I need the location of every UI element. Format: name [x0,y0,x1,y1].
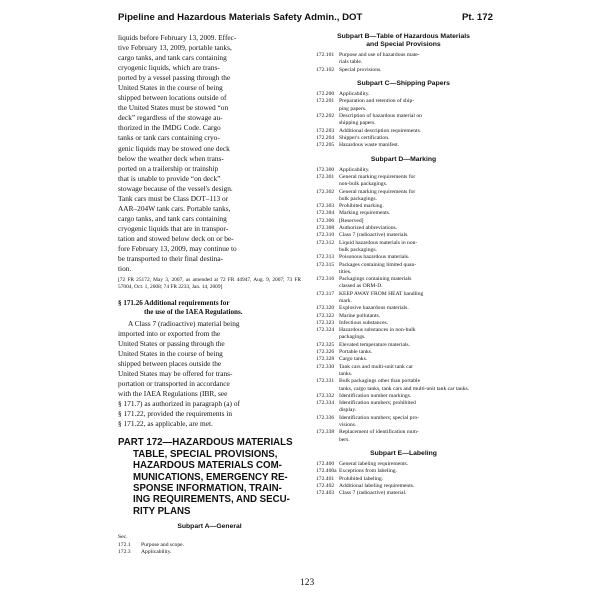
section-title-text: Description of hazardous material on [339,113,422,120]
section-title-continued: shipping papers. [339,120,376,127]
subpart-d-heading: Subpart D—Marking [370,155,437,163]
section-number: 172.300 [316,166,335,173]
toc-entry [316,203,491,210]
text-line: be transported to their final destina- [118,254,224,264]
toc-entry [118,549,301,556]
section-title [339,349,491,356]
toc-entry [316,342,491,349]
toc-entry [316,349,491,356]
section-title-text: Class 7 (radioactive) material. [339,490,407,497]
section-title [339,52,491,67]
section-title-text: Applicability. [339,91,370,98]
section-title-continued: classed as ORM-D. [339,283,383,290]
subpart-heading-line: and Special Provisions [366,41,441,49]
section-number: 172.203 [316,127,335,134]
text-line: that is unable to provide “on deck” [118,173,221,183]
part-title-line: SPONSE INFORMATION, TRAIN- [133,483,282,495]
text-line: below the weather deck when trans- [118,153,224,163]
subpart-b-list [316,52,491,74]
section-title [339,320,491,327]
section-number: 172.325 [316,341,335,348]
section-number: 172.328 [316,356,335,363]
toc-entry [316,254,491,261]
toc-entry [316,142,491,149]
section-number: 172.312 [316,239,335,246]
toc-entry [316,174,491,189]
section-title [339,415,491,430]
section-number: 172.204 [316,134,335,141]
toc-entry [316,128,491,135]
page-number: 123 [300,578,315,588]
toc-entry [316,356,491,363]
section-title [339,142,491,149]
section-title [339,189,491,204]
section-number: 172.334 [316,400,335,407]
section-title-continued: tities. [339,268,352,275]
section-title [339,203,491,210]
text-line: imported into or exported from the [118,328,221,338]
part-title-line: ING REQUIREMENTS, AND SECU- [133,494,290,506]
text-line: tanks or tank cars containing cryo- [118,133,220,143]
section-number: 172.101 [316,52,335,59]
section-heading [118,299,301,317]
text-line: the United States must be stowed “on [118,103,229,113]
text-line: thorized in the IMDG Code. Cargo [118,123,221,133]
section-title-text: Applicability. [339,166,370,173]
section-title-continued: mark. [339,297,352,304]
section-title-text: Additional labeling requirements. [339,482,415,489]
section-number: 172.332 [316,392,335,399]
left-column [118,33,301,556]
text-line: ported on a trailership or trainship [118,163,219,173]
text-line: United States in the course of being [118,83,223,93]
text-line: cargo tanks, and tank cars containing [118,213,227,223]
toc-entry [316,490,491,497]
section-title [339,400,491,415]
section-title-continued: packagings. [339,334,366,341]
section-title-continued: tanks. [339,370,353,377]
subpart-c-list [316,91,491,149]
text-line: United States or passing through the [118,339,225,349]
text-line: United States may be offered for trans- [118,369,233,379]
section-number: 172.323 [316,319,335,326]
subpart-heading-line: Subpart B—Table of Hazardous Materials [337,33,470,40]
section-title-continued: tanks, cargo tanks, tank cars and multi-unit tank car tanks. [339,385,470,392]
text-line: A Class 7 (radioactive) material being [128,318,240,328]
text-line: shipped between places outside the [118,359,222,369]
section-title-text: Prohibited labeling. [339,475,384,482]
section-title-text: Identification numbers; special pro- [339,414,419,421]
section-number: 172.326 [316,349,335,356]
section-title-continued: ping papers. [339,105,367,112]
toc-entry [316,468,491,475]
section-title [339,476,491,483]
text-line: cargo tanks, and tank cars containing [118,53,227,63]
section-title [339,327,491,342]
toc-entry [316,67,491,74]
section-title-continued: bers. [339,436,350,443]
toc-entry [316,476,491,483]
section-number: 172.102 [316,66,335,73]
section-title-text: Preparation and retention of ship- [339,98,415,105]
section-title [339,98,491,113]
toc-entry [316,218,491,225]
toc-entry [316,415,491,430]
part-title-line: HAZARDOUS MATERIALS COM- [133,460,282,472]
section-title-text: Additional description requirements. [339,127,422,134]
toc-entry [316,52,491,67]
toc-entry [316,429,491,444]
section-title-text: Shipper's certification. [339,134,390,141]
section-number: 172.338 [316,429,335,436]
section-number: 172.400a [316,468,337,475]
text-line: ported by a vessel passing through the [118,73,231,83]
section-number: 172.313 [316,254,335,261]
section-title [339,291,491,306]
section-title-text: Exceptions from labeling. [339,468,397,475]
section-title-continued: non-bulk packagings. [339,181,388,188]
text-line: § 171.22, provided the requirements in [118,409,233,419]
section-title [339,342,491,349]
sec-label: Sec. [118,534,128,541]
section-title-text: Packages containing limited quan- [339,261,417,268]
section-number: 172.324 [316,327,335,334]
toc-entry [316,262,491,277]
subpart-e-list [316,461,491,497]
text-line: United States in the course of being [118,349,223,359]
text-line: cryogenic liquids that are in transpor- [118,223,229,233]
section-number: 172.336 [316,414,335,421]
section-title [339,210,491,217]
toc-entry [316,189,491,204]
section-title-text: Cargo tanks. [339,356,368,363]
section-number: 172.301 [316,173,335,180]
section-title-text: General marking requirements for [339,173,416,180]
section-number: 172.316 [316,276,335,283]
section-title-text: Portable tanks. [339,349,373,356]
text-line: fore February 13, 2009, may continue to [118,243,237,253]
text-line: tive February 13, 2009, portable tanks, [118,43,232,53]
section-title: Purpose and scope. [141,541,185,548]
text-line: tion. [118,264,132,274]
text-line: stowage because of the vessel's design. [118,183,233,193]
toc-entry [316,167,491,174]
section-title [339,276,491,291]
section-number: 172.401 [316,475,335,482]
section-title-continued: bulk packagings. [339,246,377,253]
toc-entry [316,378,491,393]
section-title-text: Packagings containing materials [339,276,412,283]
section-title-text: Identification numbers; prohibited [339,400,416,407]
section-title-text: Infectious substances. [339,319,389,326]
section-number: 172.317 [316,290,335,297]
section-number: 172.320 [316,305,335,312]
running-header-title: Pipeline and Hazardous Materials Safety Admin., DOT [118,12,363,23]
section-title-continued: visions. [339,422,357,429]
part-title [118,437,301,517]
section-title [339,262,491,277]
section-number: 172.1 [118,541,131,548]
section-title [339,218,491,225]
section-number: 172.202 [316,113,335,120]
subpart-d-list [316,167,491,444]
section-number: 172.402 [316,482,335,489]
subpart-c-heading: Subpart C—Shipping Papers [357,80,450,88]
section-title-text: Prohibited marking. [339,203,384,210]
toc-entry [316,240,491,255]
section-title [339,356,491,363]
toc-entry [316,113,491,128]
section-title [339,167,491,174]
toc-entry [316,364,491,379]
text-line: AAR–204W tank cars. Portable tanks, [118,203,231,213]
section-title-continued: bulk packagings. [339,195,377,202]
section-number: 172.400 [316,461,335,468]
section-title-text: KEEP AWAY FROM HEAT handling [339,290,424,297]
text-line: genic liquids may be stowed one deck [118,143,230,153]
section-heading-line: the use of the IAEA Regulations. [144,307,243,316]
section-title-text: Liquid hazardous materials in non- [339,239,418,246]
section-heading-line: § 171.26 Additional requirements for [118,298,230,307]
section-title [339,378,491,393]
toc-entry [316,98,491,113]
text-line: § 171.7) as authorized in paragraph (a) of [118,399,240,409]
section-number: 172.403 [316,490,335,497]
toc-entry [316,291,491,306]
toc-entry [316,313,491,320]
section-number: 172.308 [316,225,335,232]
subpart-a-heading: Subpart A—General [177,523,242,531]
section-title-text: Poisonous hazardous materials. [339,254,410,261]
section-number: 172.304 [316,210,335,217]
toc-entry [316,305,491,312]
toc-entry [316,210,491,217]
section-title [339,240,491,255]
section-title-text: Bulk packagings other than portable [339,378,421,385]
section-title [339,113,491,128]
section-number: 172.200 [316,91,335,98]
section-title-text: Marking requirements. [339,210,391,217]
section-title [339,174,491,189]
section-title [339,232,491,239]
section-title-text: Explosive hazardous materials. [339,305,409,312]
toc-entry [316,276,491,291]
part-title-line: MUNICATIONS, EMERGENCY RE- [133,471,288,483]
running-header-part: Pt. 172 [462,12,493,23]
part-title-line: PART 172—HAZARDOUS MATERIALS [118,437,293,449]
section-title-text: Purpose and use of hazardous mate- [339,52,420,59]
iaea-paragraph [118,319,301,430]
section-title [339,305,491,312]
text-line: portation or transported in accordance [118,379,230,389]
section-number: 172.330 [316,363,335,370]
toc-entry [316,400,491,415]
section-title-text: Identification number markings. [339,392,412,399]
section-title-text: General marking requirements for [339,188,416,195]
section-number: 172.205 [316,142,335,149]
section-number: 172.331 [316,378,335,385]
section-title [339,468,491,475]
section-number: 172.303 [316,203,335,210]
text-line: tation and stowed below deck on or be- [118,233,234,243]
section-title-text: Replacement of identification num- [339,429,419,436]
section-title-continued: rials table. [339,59,363,66]
section-title-continued: display. [339,407,357,414]
section-title [339,128,491,135]
text-line: with the IAEA Regulations (IBR, see [118,389,228,399]
section-title-text: Authorized abbreviations. [339,225,398,232]
section-title-text: Hazardous substances in non-bulk [339,327,416,334]
section-title-text: General labeling requirements. [339,461,409,468]
toc-entry [316,232,491,239]
section-title-text: Special provisions. [339,66,382,73]
section-number: 172.302 [316,188,335,195]
text-line: liquids before February 13, 2009. Effec- [118,33,237,42]
text-line: § 171.22, as applicable, are met. [118,419,213,429]
section-title [339,429,491,444]
subpart-e-heading: Subpart E—Labeling [370,449,437,457]
section-number: 172.201 [316,98,335,105]
section-title [339,67,491,74]
text-line: cryogenic liquids, which are trans- [118,63,220,73]
section-title-text: Class 7 (radioactive) materials. [339,232,409,239]
section-title [339,313,491,320]
section-title-text: [Reserved] [339,217,364,224]
part-title-line: RITY PLANS [133,505,191,517]
section-number: 172.322 [316,312,335,319]
amendment-citation: [72 FR 25172, May 3, 2007, as amended at 72 FR 44947, Aug. 9, 2007; 73 FR 57004, Oct. 1, 2008; 74 FR 2233, Jan. 14, 2009] [118,277,301,291]
text-line: Tank cars must be Class DOT–113 or [118,193,229,203]
section-number: 172.306 [316,217,335,224]
section-title: Applicability. [141,548,172,555]
section-number: 172.3 [118,548,131,555]
text-line: deck” regardless of the stowage au- [118,113,223,123]
section-title-text: Elevated temperature materials. [339,341,410,348]
section-title [339,364,491,379]
section-title [339,254,491,261]
toc-entry [118,542,301,549]
stowage-paragraph [118,33,301,274]
subpart-b-heading [316,33,491,49]
section-title [339,490,491,497]
right-column [316,33,491,498]
section-number: 172.310 [316,232,335,239]
part-title-line: TABLE, SPECIAL PROVISIONS, [133,448,278,460]
section-title-text: Hazardous waste manifest. [339,142,400,149]
toc-entry [316,320,491,327]
toc-entry [316,327,491,342]
section-title-text: Marine pollutants. [339,312,381,319]
text-line: shipped between locations outside of [118,93,227,103]
section-title-text: Tank cars and multi-unit tank car [339,363,414,370]
section-number: 172.315 [316,261,335,268]
